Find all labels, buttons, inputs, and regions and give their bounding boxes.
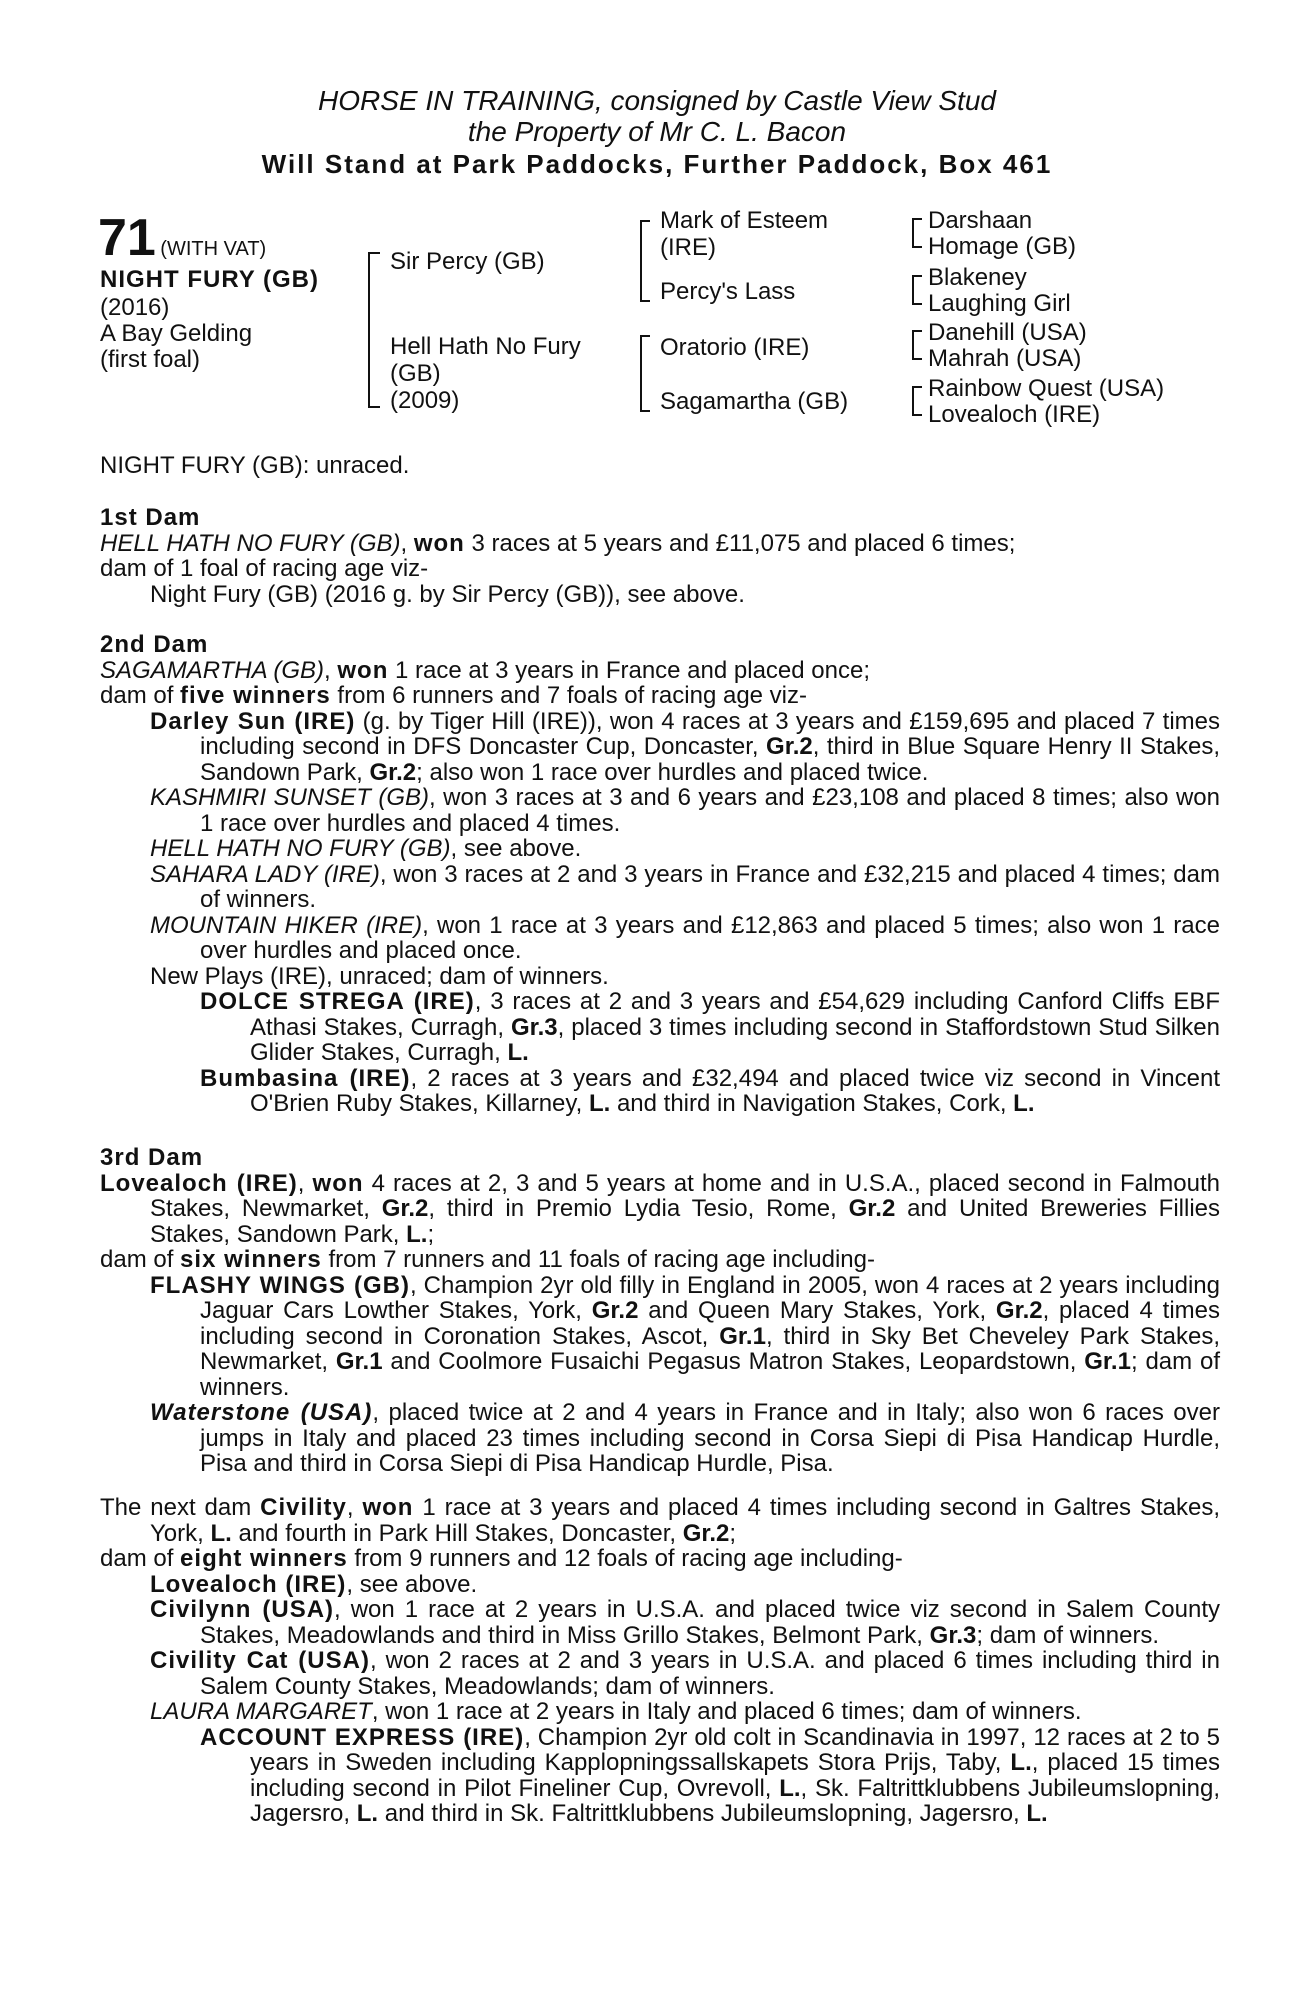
header-title: HORSE IN TRAINING, consigned by Castle View Stud [318,85,996,116]
horse-note: (first foal) [100,346,201,373]
second-dam-produce-4: SAHARA LADY (IRE), won 3 races at 2 and 3 years in France and £32,215 and placed 4 times; dam of winners. [150,860,1220,913]
lot-heading [98,209,267,267]
horse-year: (2016) [100,294,170,321]
third-dam-line: Lovealoch (IRE), won 4 races at 2, 3 and 5 years at home and in U.S.A., placed second in Falmouth Stakes, Newmarket, Gr.2, third in Premio Lydia Tesio, Rome, Gr.2 and United Breweries Fillies Stakes, Sandown Park, L.; [100,1169,1221,1248]
second-dam-line: SAGAMARTHA (GB), won 1 race at 3 years in France and placed once; [100,656,870,684]
pedigree-g4-1: Darshaan [928,207,1033,234]
pedigree-g4-3: Blakeney [928,264,1027,291]
second-dam-title: 2nd Dam [100,631,209,658]
second-dam-foals: dam of five winners from 6 runners and 7 foals of racing age viz- [100,682,808,709]
second-dam-produce-3: HELL HATH NO FURY (GB), see above. [150,835,582,862]
next-dam-line: The next dam Civility, won 1 race at 3 years and placed 4 times including second in Galtres Stakes, York, L. and fourth in Park Hill Stakes, Doncaster, Gr.2; [100,1494,1220,1547]
second-dam-grandproduce-1: DOLCE STREGA (IRE), 3 races at 2 and 3 years and £54,629 including Canford Cliffs EBF Athasi Stakes, Curragh, Gr.3, placed 3 times including second in Staffordstown Stud Silken Glider Stakes, Curragh, L. [200,988,1220,1066]
pedigree-brace-3d [912,386,922,416]
first-dam-produce: Night Fury (GB) (2016 g. by Sir Percy (GB)), see above. [150,580,745,608]
pedigree-brace-2a [640,220,650,302]
pedigree-sire-sire-country: (IRE) [660,234,716,261]
next-dam-foals: dam of eight winners from 9 runners and 12 foals of racing age including- [100,1545,903,1572]
pedigree-dam-country: (GB) [390,360,441,387]
pedigree-dam-dam: Sagamartha (GB) [660,388,849,415]
pedigree-brace-1 [368,252,380,408]
second-dam-produce-2: KASHMIRI SUNSET (GB), won 3 races at 3 and 6 years and £23,108 and placed 8 times; also won 1 race over hurdles and placed 4 times. [150,784,1221,837]
third-dam-section [100,1145,1220,1477]
next-dam-produce-1: Lovealoch (IRE), see above. [150,1570,478,1598]
pedigree-brace-3a [912,218,922,248]
first-dam-foals: dam of 1 foal of racing age viz- [100,555,429,582]
next-dam-produce-3: Civility Cat (USA), won 2 races at 2 and 3 years in U.S.A. and placed 6 times including third in Salem County Stakes, Meadowlands; dam of winners. [150,1647,1220,1700]
pedigree-sire: Sir Percy (GB) [390,248,545,275]
second-dam-produce-6: New Plays (IRE), unraced; dam of winners. [150,962,609,990]
third-dam-produce-2: Waterstone (USA), placed twice at 2 and 4 years in France and in Italy; also won 6 races over jumps in Italy and placed 23 times including second in Corsa Siepi di Pisa Handicap Hurdle, Pisa and third in Corsa Siepi di Pisa Handicap Hurdle, Pisa. [150,1399,1220,1477]
third-dam-title: 3rd Dam [100,1144,204,1171]
pedigree-dam-year: (2009) [390,387,460,414]
horse-name: NIGHT FURY (GB) [100,266,319,293]
pedigree-sire-dam: Percy's Lass [660,278,796,305]
first-dam-line: HELL HATH NO FURY (GB), won 3 races at 5 years and £11,075 and placed 6 times; [100,529,1016,557]
lot-number: 71 [98,209,156,267]
race-record: NIGHT FURY (GB): unraced. [100,452,410,479]
pedigree-g4-2: Homage (GB) [928,233,1077,260]
next-dam-produce-4: LAURA MARGARET, won 1 race at 2 years in Italy and placed 6 times; dam of winners. [150,1698,1082,1725]
pedigree-g4-8: Lovealoch (IRE) [928,401,1101,428]
third-dam-produce-1: FLASHY WINGS (GB), Champion 2yr old filly in England in 2005, won 4 races at 2 years including Jaguar Cars Lowther Stakes, York, Gr.2 and Queen Mary Stakes, York, Gr.2, placed 4 times including second in Coronation Stakes, Ascot, Gr.1, third in Sky Bet Cheveley Park Stakes, Newmarket, Gr.1 and Coolmore Fusaichi Pegasus Matron Stakes, Leopardstown, Gr.1; dam of winners. [150,1271,1220,1401]
pedigree-brace-2b [640,335,650,412]
second-dam-produce-1: Darley Sun (IRE) (g. by Tiger Hill (IRE)), won 4 races at 3 years and £159,695 and placed 7 times including second in DFS Doncaster Cup, Doncaster, Gr.2, third in Blue Square Henry II Stakes, Sandown Park, Gr.2; also won 1 race over hurdles and placed twice. [150,707,1221,786]
next-dam-produce-2: Civilynn (USA), won 1 race at 2 years in U.S.A. and placed twice viz second in Salem County Stakes, Meadowlands and third in Miss Grillo Stakes, Belmont Park, Gr.3; dam of winners. [150,1596,1220,1649]
pedigree-brace-3c [912,330,922,360]
pedigree-g4-6: Mahrah (USA) [928,345,1082,372]
pedigree-g4-7: Rainbow Quest (USA) [928,375,1165,402]
second-dam-grandproduce-2: Bumbasina (IRE), 2 races at 3 years and £32,494 and placed twice viz second in Vincent O'Brien Ruby Stakes, Killarney, L. and third in Navigation Stakes, Cork, L. [200,1064,1220,1117]
next-dam-section [100,1495,1220,1827]
next-dam-grandproduce-1: ACCOUNT EXPRESS (IRE), Champion 2yr old colt in Scandinavia in 1997, 12 races at 2 to 5 years in Sweden including Kapplopningssallskapets Stora Prijs, Taby, L., placed 15 times including second in Pilot Fineliner Cup, Ovrevoll, L., Sk. Faltrittklubbens Jubileumslopning, Jagersro, L. and third in Sk. Faltrittklubbens Jubileumslopning, Jagersro, L. [200,1723,1220,1827]
second-dam-section [100,632,1220,1117]
first-dam-title: 1st Dam [100,504,201,531]
pedigree-sire-sire: Mark of Esteem [660,207,829,234]
second-dam-produce-5: MOUNTAIN HIKER (IRE), won 1 race at 3 years and £12,863 and placed 5 times; also won 1 race over hurdles and placed once. [150,911,1220,964]
pedigree-dam-sire: Oratorio (IRE) [660,334,810,361]
lot-vat: (WITH VAT) [160,238,267,260]
pedigree-brace-3b [912,275,922,305]
pedigree-g4-5: Danehill (USA) [928,319,1087,346]
header-owner: the Property of Mr C. L. Bacon [467,116,847,147]
header-location: Will Stand at Park Paddocks, Further Paddock, Box 461 [261,149,1053,179]
first-dam-section [100,505,1220,607]
pedigree-dam: Hell Hath No Fury [390,333,581,360]
horse-description: A Bay Gelding [100,320,253,347]
pedigree-g4-4: Laughing Girl [928,290,1071,317]
third-dam-foals: dam of six winners from 7 runners and 11 foals of racing age including- [100,1246,875,1273]
